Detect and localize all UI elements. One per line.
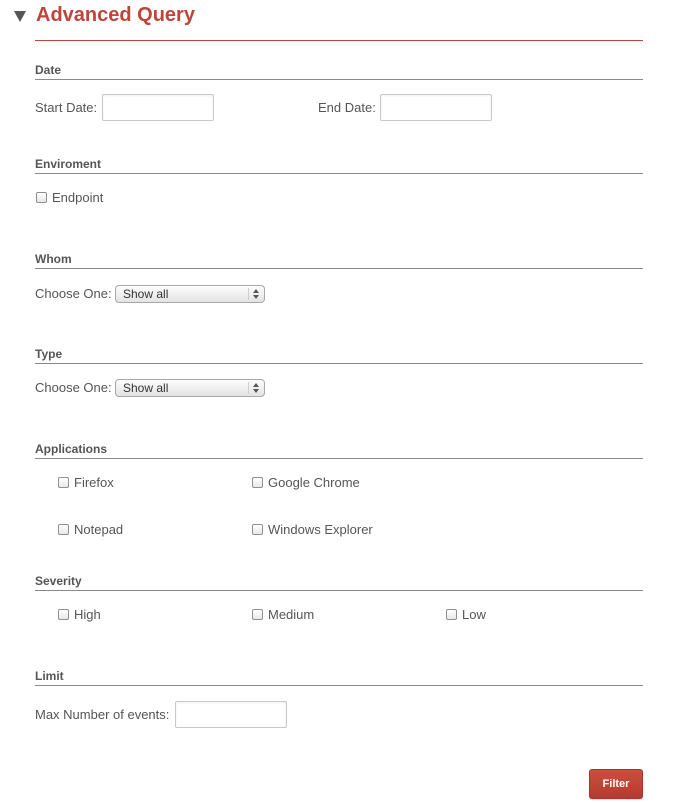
whom-choose-label: Choose One: — [35, 286, 112, 301]
collapse-triangle-icon[interactable] — [14, 11, 26, 22]
max-events-label: Max Number of events: — [35, 707, 170, 722]
medium-checkbox[interactable] — [252, 609, 263, 620]
section-title-date: Date — [35, 63, 643, 80]
medium-label: Medium — [268, 607, 315, 622]
section-title-environment: Enviroment — [35, 157, 643, 174]
google-chrome-checkbox[interactable] — [252, 477, 263, 488]
firefox-label: Firefox — [74, 475, 114, 490]
select-arrows-icon — [252, 287, 260, 301]
advanced-query-toggle[interactable] — [14, 0, 195, 30]
type-choose-label: Choose One: — [35, 380, 112, 395]
checkbox-high[interactable] — [58, 607, 101, 622]
notepad-checkbox[interactable] — [58, 524, 69, 535]
low-checkbox[interactable] — [446, 609, 457, 620]
title-divider — [35, 40, 643, 41]
end-date-label: End Date: — [318, 100, 376, 115]
windows-explorer-checkbox[interactable] — [252, 524, 263, 535]
start-date-input[interactable] — [102, 94, 214, 121]
panel-title: Advanced Query — [36, 3, 195, 26]
select-arrows-icon — [252, 381, 260, 395]
section-title-severity: Severity — [35, 574, 643, 591]
section-title-applications: Applications — [35, 442, 643, 459]
start-date-label: Start Date: — [35, 100, 98, 115]
whom-select[interactable] — [115, 285, 265, 303]
section-title-type: Type — [35, 347, 643, 364]
checkbox-firefox[interactable] — [58, 475, 114, 490]
high-checkbox[interactable] — [58, 609, 69, 620]
checkbox-google-chrome[interactable] — [252, 475, 360, 490]
google-chrome-label: Google Chrome — [268, 475, 360, 490]
section-title-whom: Whom — [35, 252, 643, 269]
endpoint-label: Endpoint — [52, 190, 104, 205]
checkbox-low[interactable] — [446, 607, 486, 622]
type-select-value: Show all — [123, 381, 169, 395]
section-title-limit: Limit — [35, 669, 643, 686]
end-date-input[interactable] — [380, 94, 492, 121]
firefox-checkbox[interactable] — [58, 477, 69, 488]
checkbox-notepad[interactable] — [58, 522, 123, 537]
checkbox-windows-explorer[interactable] — [252, 522, 373, 537]
type-select[interactable] — [115, 379, 265, 397]
checkbox-medium[interactable] — [252, 607, 314, 622]
max-events-input[interactable] — [175, 701, 287, 728]
checkbox-endpoint[interactable] — [36, 190, 103, 205]
endpoint-checkbox[interactable] — [36, 192, 47, 203]
notepad-label: Notepad — [74, 522, 124, 537]
whom-select-value: Show all — [123, 287, 169, 301]
high-label: High — [74, 607, 101, 622]
windows-explorer-label: Windows Explorer — [268, 522, 373, 537]
low-label: Low — [462, 607, 486, 622]
filter-button[interactable]: Filter — [589, 769, 643, 799]
